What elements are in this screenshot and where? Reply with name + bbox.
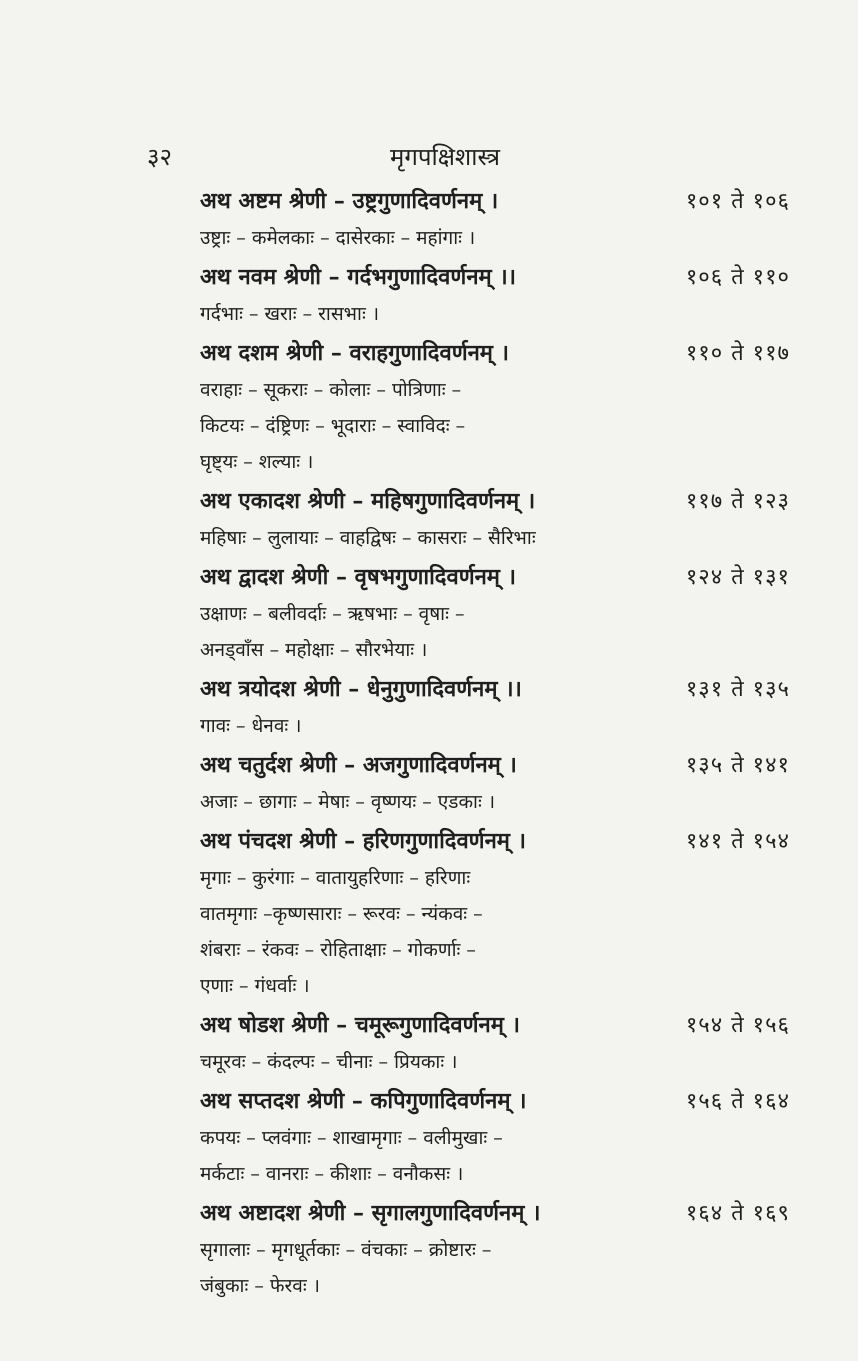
synonym-line: वातमृगाः –कृष्णसाराः – रूरवः – न्यंकवः – bbox=[200, 903, 483, 925]
toc-section bbox=[200, 822, 790, 1004]
toc-section bbox=[200, 1006, 790, 1080]
toc-section bbox=[200, 258, 790, 332]
synonym-line: उक्षाणः – बलीवर्दाः – ऋषभाः – वृषाः – bbox=[200, 603, 465, 625]
section-heading-row bbox=[200, 1006, 790, 1044]
section-heading: अथ पंचदश श्रेणी – हरिणगुणादिवर्णनम् । bbox=[200, 828, 526, 854]
synonym-line: घृष्ट्यः – शल्याः । bbox=[200, 451, 314, 473]
verse-range: १६४ ते १६९ bbox=[685, 1201, 790, 1226]
section-heading-row bbox=[200, 822, 790, 860]
section-heading-row bbox=[200, 334, 790, 372]
verse-range: १३५ ते १४१ bbox=[685, 753, 790, 778]
synonym-line: गर्दभाः – खराः – रासभाः । bbox=[200, 303, 380, 325]
section-heading-row bbox=[200, 182, 790, 220]
section-heading-row bbox=[200, 670, 790, 708]
toc-section bbox=[200, 558, 790, 668]
contents-list bbox=[200, 182, 790, 1306]
synonym-line: किटयः – दंष्ट्रिणः – भूदाराः – स्वाविदः – bbox=[200, 415, 466, 437]
verse-range: ११७ ते १२३ bbox=[685, 489, 790, 514]
verse-range: १३१ ते १३५ bbox=[685, 677, 790, 702]
toc-section bbox=[200, 482, 790, 556]
section-heading-row bbox=[200, 1194, 790, 1232]
synonym-line: उष्ट्राः – कमेलकाः – दासेरकाः – महांगाः । bbox=[200, 227, 476, 249]
section-heading: अथ दशम श्रेणी – वराहगुणादिवर्णनम् । bbox=[200, 340, 509, 366]
section-heading: अथ नवम श्रेणी – गर्दभगुणादिवर्णनम् ।। bbox=[200, 264, 517, 290]
toc-section bbox=[200, 182, 790, 256]
verse-range: १५६ ते १६४ bbox=[685, 1089, 790, 1114]
section-heading-row bbox=[200, 258, 790, 296]
toc-section bbox=[200, 1082, 790, 1192]
section-heading: अथ त्रयोदश श्रेणी – धेनुगुणादिवर्णनम् ।। bbox=[200, 676, 522, 702]
verse-range: १५४ ते १५६ bbox=[685, 1013, 790, 1038]
section-heading: अथ चतुर्दश श्रेणी – अजगुणादिवर्णनम् । bbox=[200, 752, 517, 778]
section-heading: अथ षोडश श्रेणी – चमूरूगुणादिवर्णनम् । bbox=[200, 1012, 520, 1038]
verse-range: १०६ ते ११० bbox=[685, 265, 790, 290]
synonym-line: अनड्वाँस – महोक्षाः – सौरभेयाः । bbox=[200, 639, 428, 661]
synonym-line: एणाः – गंधर्वाः । bbox=[200, 975, 310, 997]
synonym-line: महिषाः – लुलायाः – वाहद्विषः – कासराः – सैरिभाः bbox=[200, 527, 536, 549]
synonym-line: अजाः – छागाः – मेषाः – वृष्णयः – एडकाः । bbox=[200, 791, 496, 813]
synonym-line: वराहाः – सूकराः – कोलाः – पोत्रिणाः – bbox=[200, 379, 462, 401]
verse-range: ११० ते ११७ bbox=[685, 341, 790, 366]
toc-section bbox=[200, 334, 790, 480]
toc-section bbox=[200, 1194, 790, 1304]
synonym-line: शंबराः – रंकवः – रोहिताक्षाः – गोकर्णाः – bbox=[200, 939, 476, 961]
section-heading-row bbox=[200, 558, 790, 596]
toc-section bbox=[200, 746, 790, 820]
synonym-line: मृगाः – कुरंगाः – वातायुहरिणाः – हरिणाः bbox=[200, 867, 471, 889]
section-heading-row bbox=[200, 746, 790, 784]
section-heading-row bbox=[200, 482, 790, 520]
section-heading: अथ अष्टम श्रेणी – उष्ट्रगुणादिवर्णनम् । bbox=[200, 188, 499, 214]
synonym-line: कपयः – प्लवंगाः – शाखामृगाः – वलीमुखाः – bbox=[200, 1127, 503, 1149]
section-heading: अथ अष्टादश श्रेणी – सृगालगुणादिवर्णनम् । bbox=[200, 1200, 541, 1226]
synonym-line: जंबुकाः – फेरवः । bbox=[200, 1275, 320, 1297]
verse-range: १४१ ते १५४ bbox=[685, 829, 790, 854]
page-header bbox=[0, 138, 858, 178]
synonym-line: गावः – धेनवः । bbox=[200, 715, 302, 737]
section-heading-row bbox=[200, 1082, 790, 1120]
page-number: ३२ bbox=[147, 143, 172, 171]
section-heading: अथ सप्तदश श्रेणी – कपिगुणादिवर्णनम् । bbox=[200, 1088, 527, 1114]
toc-section bbox=[200, 670, 790, 744]
synonym-line: मर्कटाः – वानराः – कीशाः – वनौकसः । bbox=[200, 1163, 464, 1185]
section-heading: अथ एकादश श्रेणी – महिषगुणादिवर्णनम् । bbox=[200, 488, 536, 514]
verse-range: १२४ ते १३१ bbox=[685, 565, 790, 590]
page-title: मृगपक्षिशास्त्र bbox=[390, 143, 501, 171]
section-heading: अथ द्वादश श्रेणी – वृषभगुणादिवर्णनम् । bbox=[200, 564, 516, 590]
verse-range: १०१ ते १०६ bbox=[685, 189, 790, 214]
synonym-line: सृगालाः – मृगधूर्तकाः – वंचकाः – क्रोष्टारः – bbox=[200, 1239, 492, 1261]
synonym-line: चमूरवः – कंदल्पः – चीनाः – प्रियकाः । bbox=[200, 1051, 458, 1073]
